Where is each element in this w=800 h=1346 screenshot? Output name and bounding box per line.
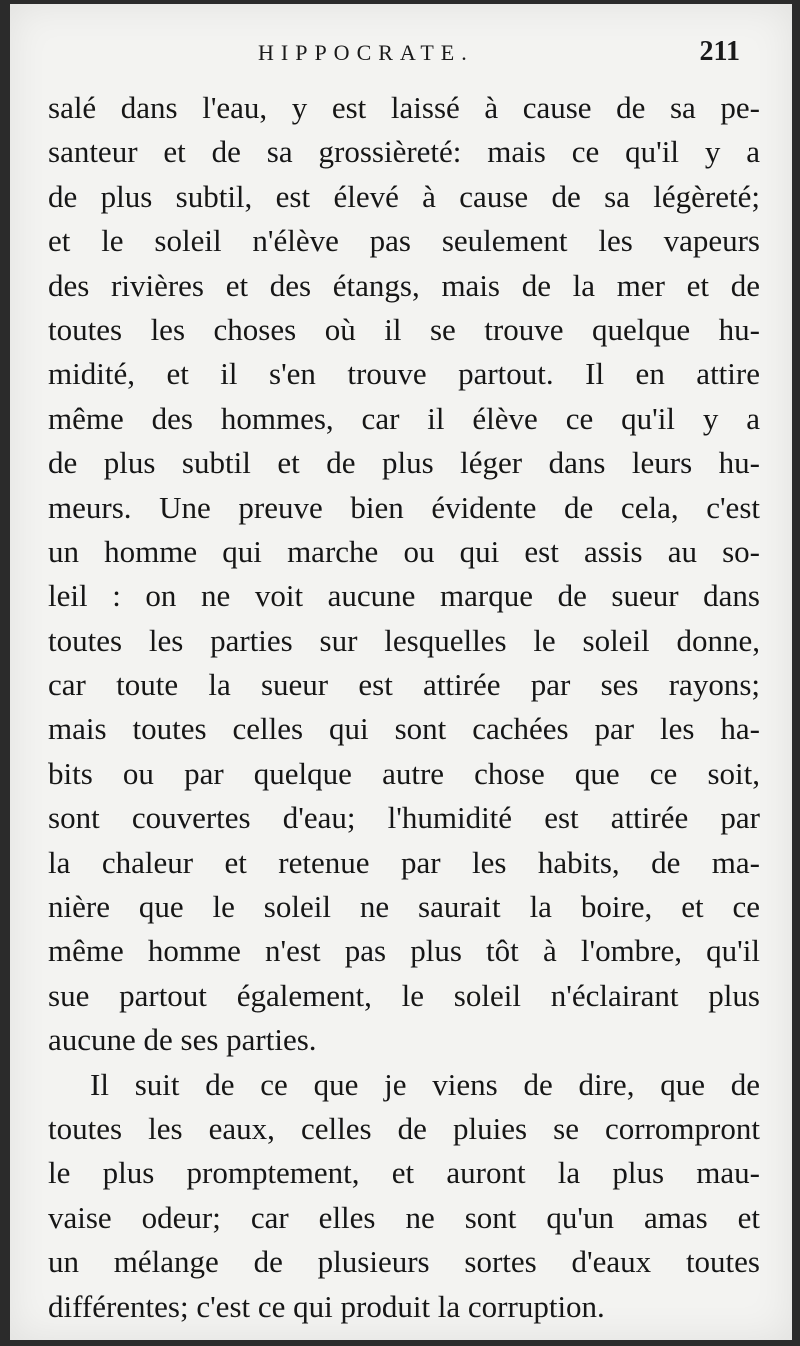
text-line: différentes; c'est ce qui produit la corruption. [48, 1288, 605, 1324]
text-line: nière que le soleil ne saurait la boire, et ce [48, 889, 760, 925]
text-line: sont couvertes d'eau; l'humidité est attirée par [48, 800, 760, 836]
text-line: salé dans l'eau, y est laissé à cause de sa pe- [48, 90, 760, 125]
text-line: un homme qui marche ou qui est assis au so- [48, 533, 760, 569]
text-line: et le soleil n'élève pas seulement les vapeurs [48, 223, 760, 259]
text-line: bits ou par quelque autre chose que ce soit, [48, 755, 760, 791]
page-number: 211 [699, 36, 740, 67]
text-line: des rivières et des étangs, mais de la mer et de [48, 267, 760, 303]
page-header [10, 36, 792, 80]
text-line: leil : on ne voit aucune marque de sueur dans [48, 578, 760, 614]
text-line: toutes les eaux, celles de pluies se corrompront [48, 1110, 760, 1146]
text-line: mais toutes celles qui sont cachées par les ha- [48, 711, 760, 747]
text-line: Il suit de ce que je viens de dire, que de [90, 1066, 760, 1102]
text-line: vaise odeur; car elles ne sont qu'un amas et [48, 1199, 760, 1235]
text-line: santeur et de sa grossièreté: mais ce qu'il y a [48, 134, 760, 170]
text-line: midité, et il s'en trouve partout. Il en attire [48, 356, 760, 392]
text-line: toutes les choses où il se trouve quelque hu- [48, 311, 760, 347]
text-line: de plus subtil, est élevé à cause de sa légèreté; [48, 178, 760, 214]
text-line: meurs. Une preuve bien évidente de cela, c'est [48, 489, 760, 525]
paragraph [48, 86, 760, 1063]
text-line: sue partout également, le soleil n'éclairant plus [48, 977, 760, 1013]
text-line: un mélange de plusieurs sortes d'eaux toutes [48, 1244, 760, 1280]
text-line: toutes les parties sur lesquelles le soleil donne, [48, 622, 760, 658]
text-line: la chaleur et retenue par les habits, de ma- [48, 844, 760, 880]
text-line: de plus subtil et de plus léger dans leurs hu- [48, 445, 760, 481]
text-line: car toute la sueur est attirée par ses rayons; [48, 667, 760, 703]
running-head: HIPPOCRATE. [258, 40, 474, 65]
text-line: le plus promptement, et auront la plus mau- [48, 1155, 760, 1191]
text-line: aucune de ses parties. [48, 1022, 317, 1058]
text-line: même des hommes, car il élève ce qu'il y a [48, 400, 760, 436]
text-line: même homme n'est pas plus tôt à l'ombre, qu'il [48, 933, 760, 969]
book-page [10, 4, 792, 1340]
body-text [48, 86, 760, 1329]
paragraph [48, 1063, 760, 1329]
